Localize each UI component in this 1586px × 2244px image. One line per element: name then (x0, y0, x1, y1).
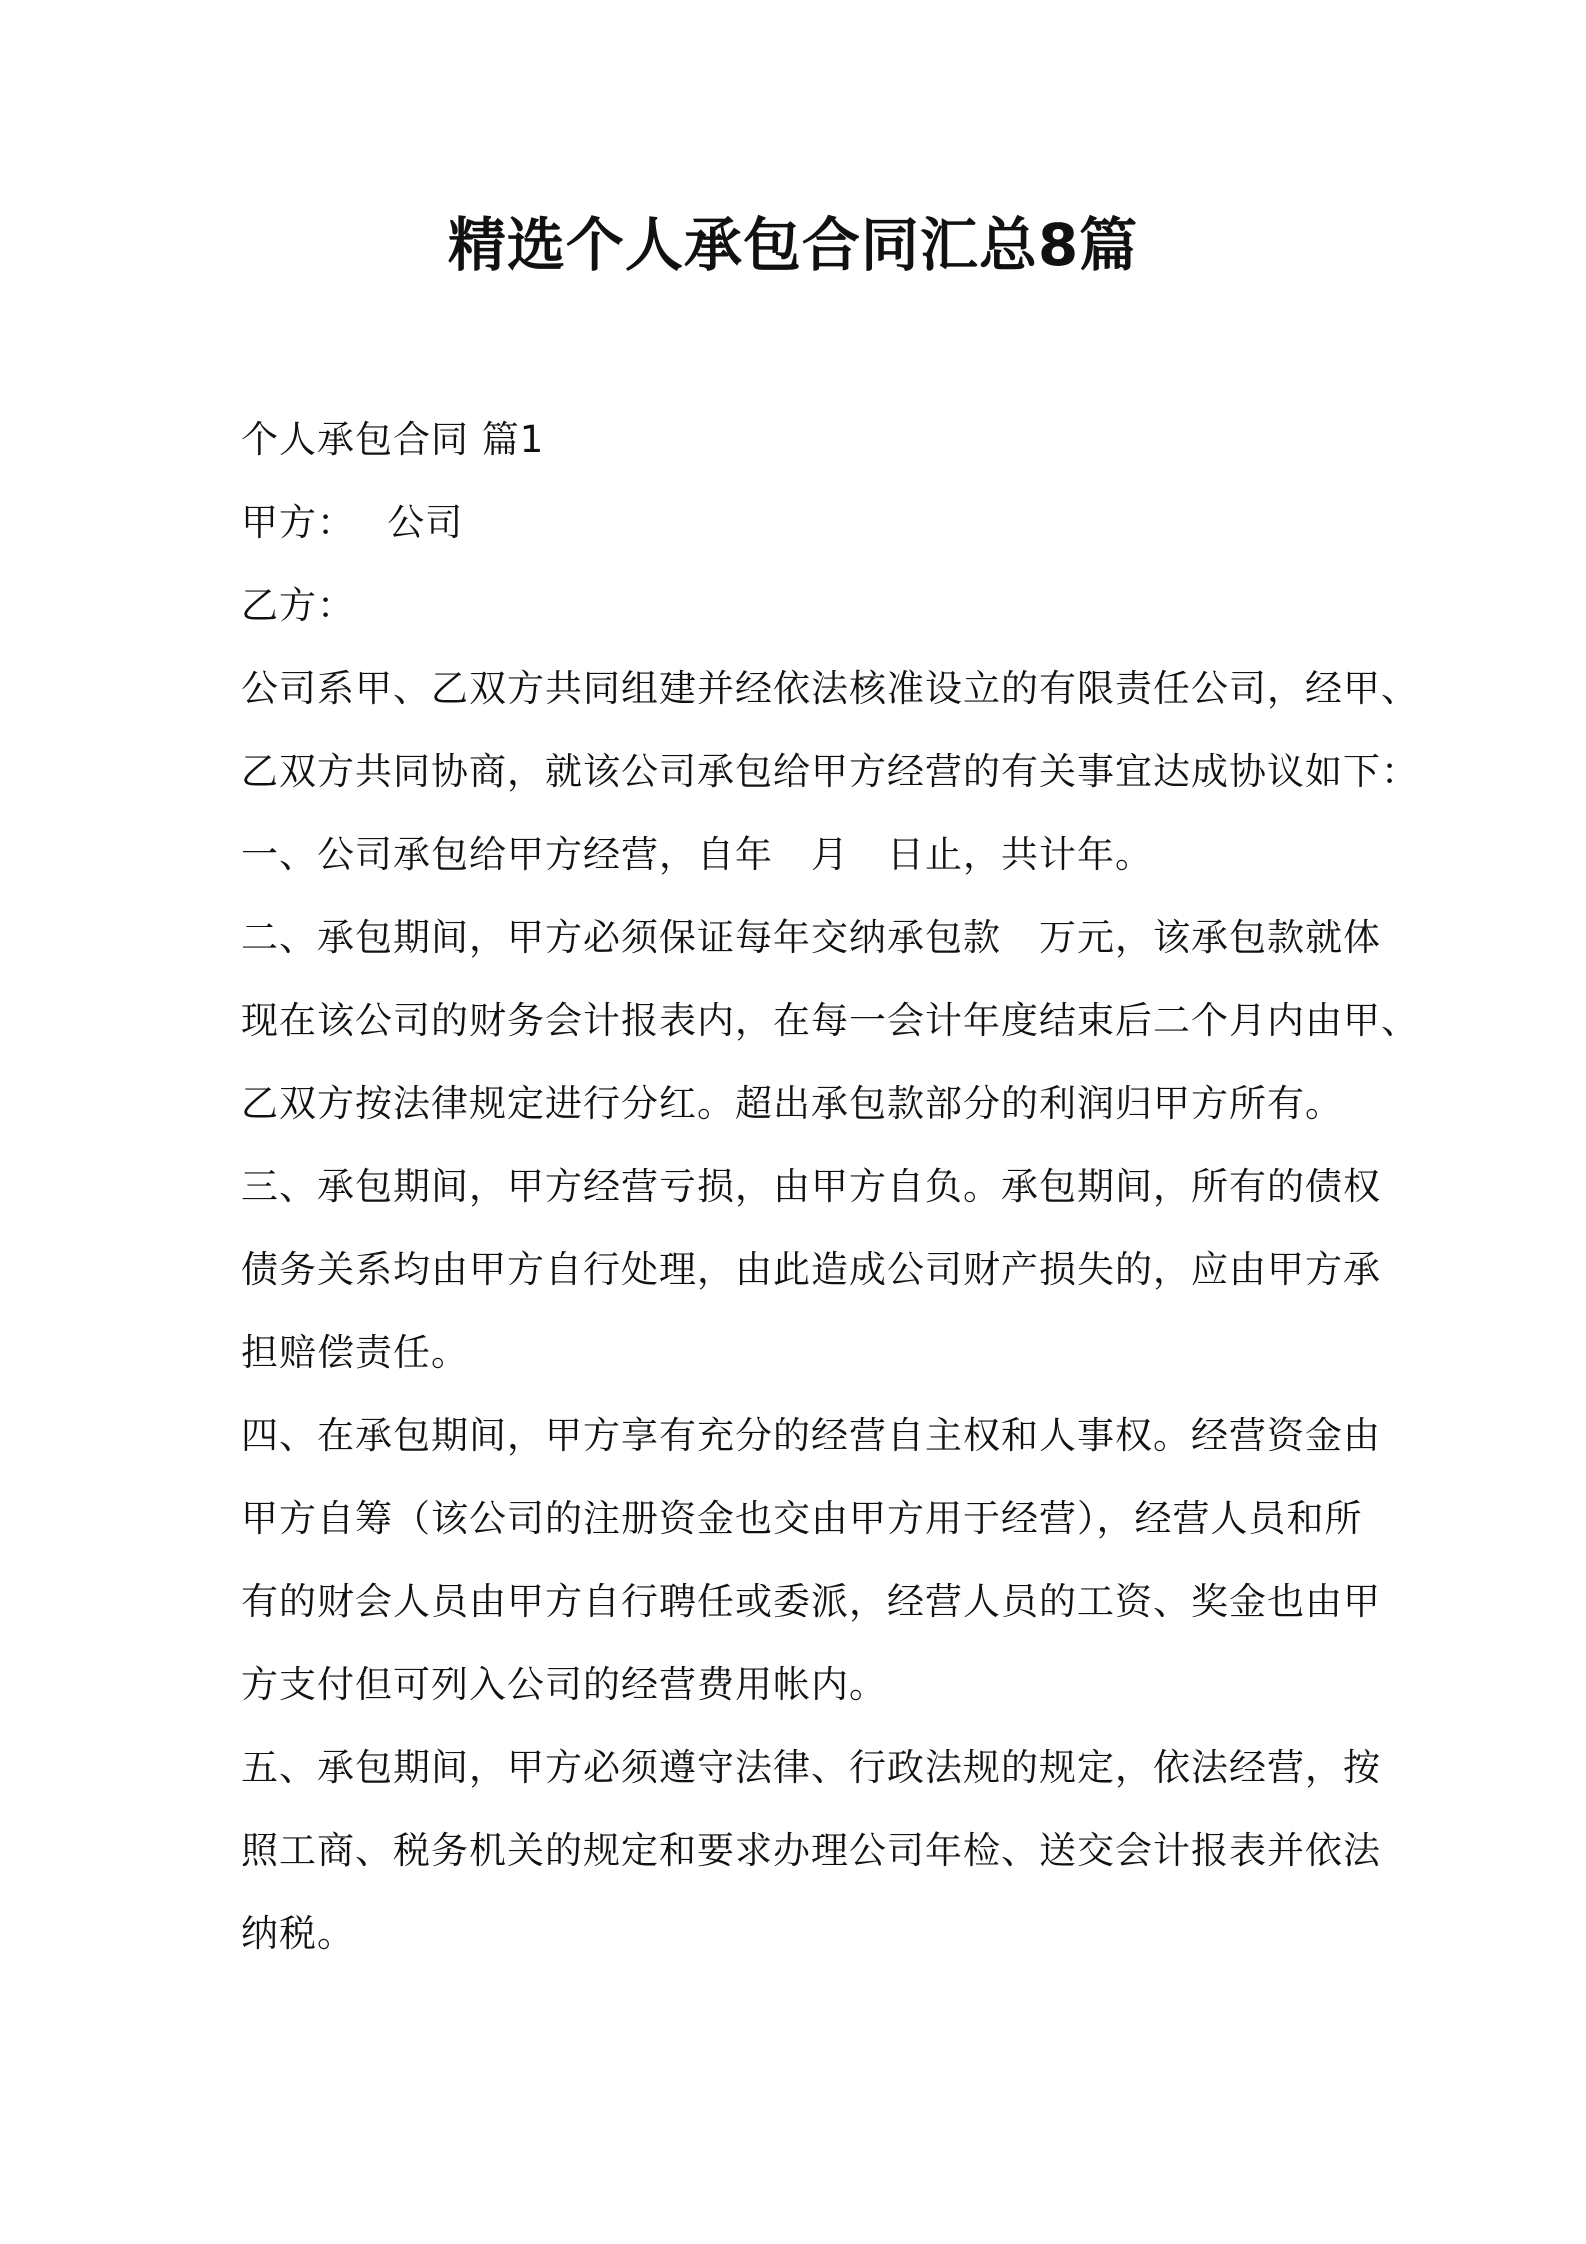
text-line: 纳税。 (241, 1912, 355, 1955)
text-line: 三、承包期间，甲方经营亏损，由甲方自负。承包期间，所有的债权 (241, 1165, 1381, 1208)
text-line: 乙双方共同协商，就该公司承包给甲方经营的有关事宜达成协议如下： (241, 750, 1419, 793)
text-line: 甲方自筹（该公司的注册资金也交由甲方用于经营），经营人员和所 (241, 1497, 1363, 1540)
text-line: 二、承包期间，甲方必须保证每年交纳承包款 万元，该承包款就体 (241, 916, 1381, 959)
text-line: 方支付但可列入公司的经营费用帐内。 (241, 1663, 887, 1706)
text-line: 有的财会人员由甲方自行聘任或委派，经营人员的工资、奖金也由甲 (241, 1580, 1381, 1623)
text-line: 乙双方按法律规定进行分红。超出承包款部分的利润归甲方所有。 (241, 1082, 1343, 1125)
text-line: 照工商、税务机关的规定和要求办理公司年检、送交会计报表并依法 (241, 1829, 1381, 1872)
text-line: 现在该公司的财务会计报表内，在每一会计年度结束后二个月内由甲、 (241, 999, 1419, 1042)
document-body (241, 398, 1419, 1975)
text-line: 四、在承包期间，甲方享有充分的经营自主权和人事权。经营资金由 (241, 1414, 1381, 1457)
text-line: 债务关系均由甲方自行处理，由此造成公司财产损失的，应由甲方承 (241, 1248, 1381, 1291)
document-title: 精选个人承包合同汇总8篇 (447, 211, 1139, 279)
party-a-line: 甲方： 公司 (241, 501, 464, 544)
section-heading: 个人承包合同 篇1 (241, 418, 545, 461)
text-line: 一、公司承包给甲方经营，自年 月 日止，共计年。 (241, 833, 1153, 876)
text-line: 五、承包期间，甲方必须遵守法律、行政法规的规定，依法经营，按 (241, 1746, 1381, 1789)
text-line: 公司系甲、乙双方共同组建并经依法核准设立的有限责任公司，经甲、 (241, 667, 1419, 710)
party-b-line: 乙方： (241, 584, 355, 627)
text-line: 担赔偿责任。 (241, 1331, 469, 1374)
